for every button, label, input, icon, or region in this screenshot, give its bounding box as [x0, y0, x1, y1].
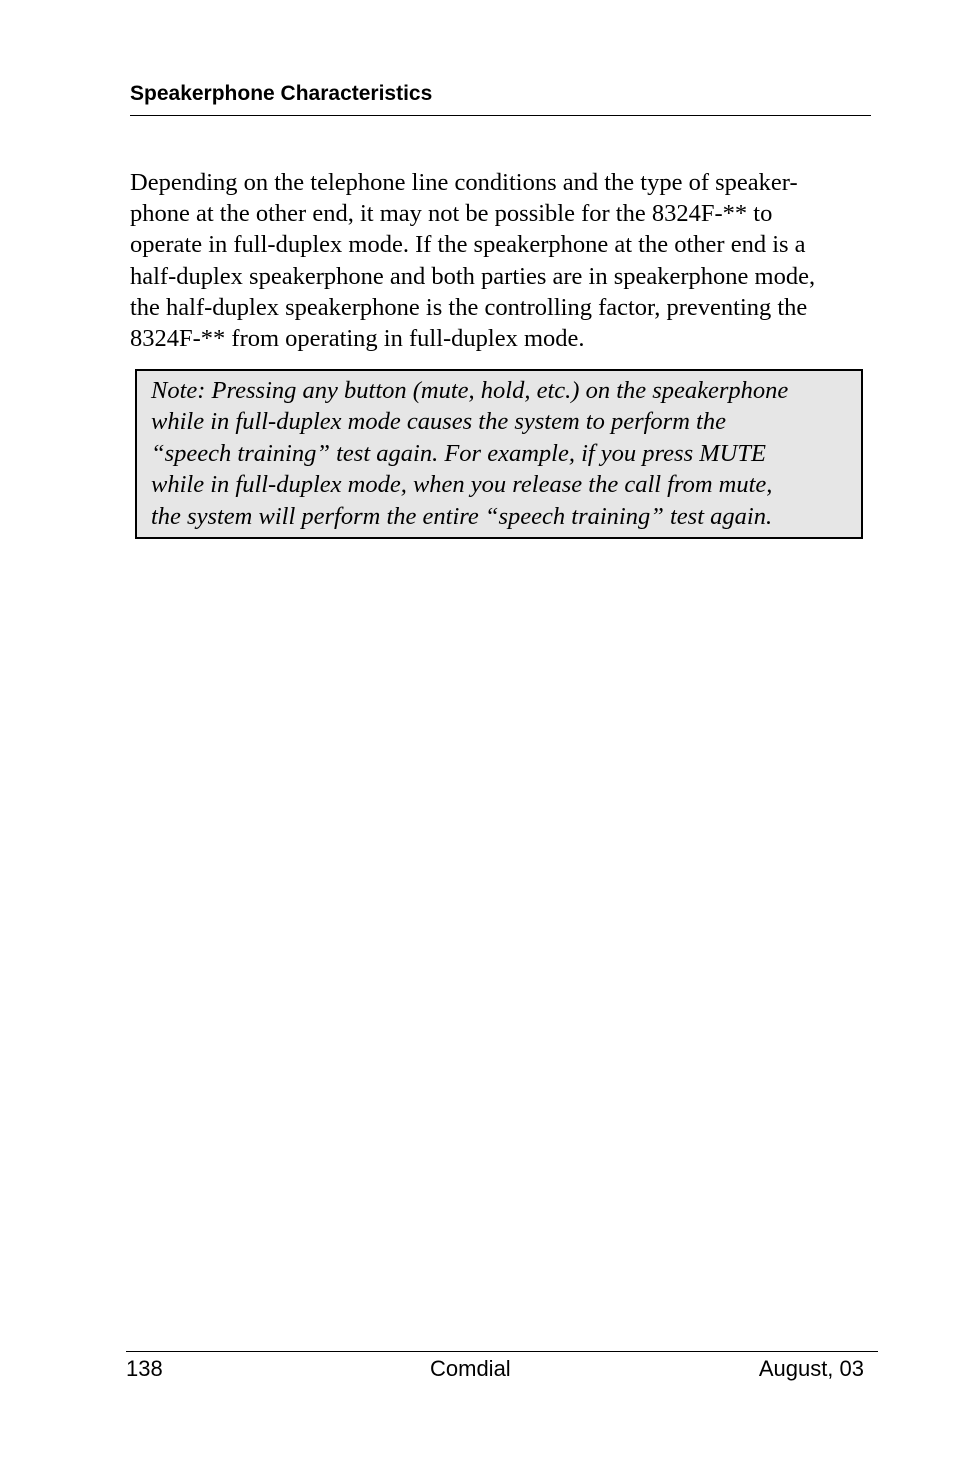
page-footer [126, 1351, 878, 1387]
section-title: Speakerphone Characteristics [130, 82, 433, 105]
footer-company: Comdial [430, 1356, 511, 1381]
page-header [130, 80, 871, 116]
note-box [135, 369, 863, 539]
footer-date: August, 03 [758, 1356, 864, 1381]
note-text: Note: Pressing any button (mute, hold, etc.) on the speakerphone while in full-duplex mode causes the system to perform the “speech training” test again. For example, if you press MUTE while in full-duplex mode, when you release the call from mute, the system will perform the entire “speech training” test again. [151, 377, 789, 530]
body-paragraph: Depending on the telephone line conditions and the type of speaker- phone at the other end, it may not be possible for the 8324F-** to operate in full-duplex mode. If the speakerphone at the other end is a half-duplex speakerphone and both parties are in speakerphone mode, the half-duplex speakerphone is the controlling factor, preventing the 8324F-** from operating in full-duplex mode. [130, 169, 816, 353]
page-number: 138 [126, 1356, 163, 1381]
